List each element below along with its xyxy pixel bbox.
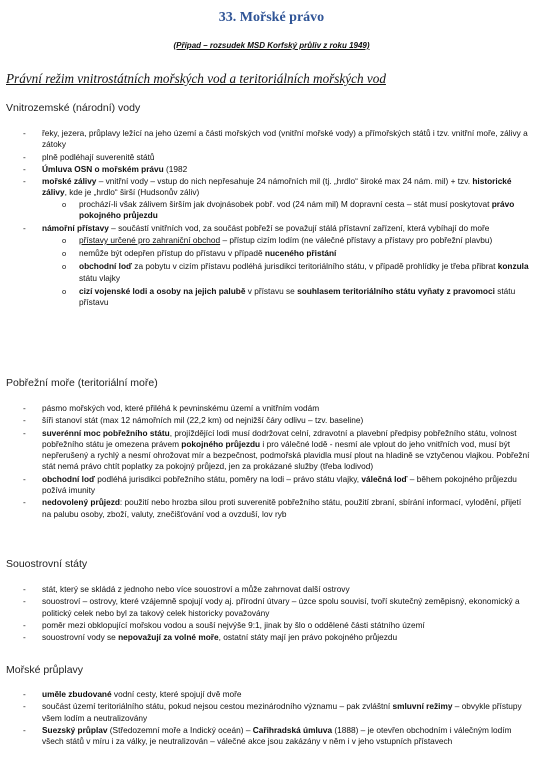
bullet-item (0, 164, 540, 175)
bullet-item (0, 632, 540, 643)
section-list-souostrovni-staty (0, 584, 540, 644)
section-list-morske-pruplavy (0, 689, 540, 748)
sub-bullet-item: o obchodní loď za pobytu v cizím přístavu podléhá jurisdikci teritoriálního státu, v případě prohlídky je třeba přibrat konzula státu vlajky (42, 261, 532, 284)
section-list-vnitrozemske-vody (0, 128, 540, 310)
bullet-item (0, 725, 540, 748)
sub-bullet-item: o nemůže být odepřen přístup do přístavu v případě nuceného přistání (42, 248, 532, 259)
bullet-text: pásmo mořských vod, které přiléhá k pevninskému území a vnitřním vodám (42, 403, 320, 413)
bullet-item (0, 497, 540, 520)
bullet-text: Suezský průplav (Středozemní moře a Indický oceán) – Cařihradská úmluva (1888) – je otevřen obchodním i válečným lodím všech států v míru i za války, je neutralizován – válečné akce jsou zakázány v něm i v jeho vstupních přístavech (42, 724, 512, 747)
sub-bullet-list (42, 235, 532, 309)
sub-bullet-list (42, 199, 532, 222)
bullet-item (0, 176, 540, 221)
bullet-text: souostrovní vody se nepovažují za volné moře, ostatní státy mají jen právo pokojného průjezdu (42, 632, 398, 643)
section-title-pobrezni-more: Pobřežní moře (teritoriální moře) (6, 377, 158, 389)
bullet-text: Úmluva OSN o mořském právu (1982 (42, 163, 188, 174)
bullet-text: součást území teritoriálního státu, pokud nejsou cestou mezinárodního významu – pak zvláštní smluvní režimy – obvykle přístupy všem lodím a neutralizovány (42, 701, 522, 723)
bullet-item (0, 152, 540, 163)
bullet-item (0, 689, 540, 700)
bullet-text: uměle zbudované vodní cesty, které spojují dvě moře (42, 689, 242, 699)
bullet-item (0, 701, 540, 724)
sub-bullet-item: o prochází-li však zálivem širším jak dvojnásobek pobř. vod (24 nám mil) M dopravní cesta – stát musí poskytovat právo pokojného průjezdu (42, 199, 532, 222)
bullet-item (0, 403, 540, 414)
sub-bullet-item: o cizí vojenské lodi a osoby na jejich palubě v přístavu se souhlasem teritoriálního státu vyňaty z pravomoci státu přístavu (42, 286, 532, 309)
bullet-text: mořské zálivy – vnitřní vody – vstup do nich nepřesahuje 24 námořních mil (tj. „hrdlo“ široké max 24 nám. mil) + tzv. historické zálivy, kde je „hrdlo“ širší (Hudsonův záliv) (42, 176, 512, 198)
bullet-item (0, 128, 540, 151)
sub-bullet-item: o přístavy určené pro zahraniční obchod – přístup cizím lodím (ne válečné přístavy a přístavy pro pobřežní plavbu) (42, 235, 532, 246)
section-title-vnitrozemske-vody: Vnitrozemské (národní) vody (6, 102, 141, 114)
section-title-morske-pruplavy: Mořské průplavy (6, 664, 84, 676)
section-title-souostrovni-staty: Souostrovní státy (6, 558, 88, 570)
bullet-text: šíři stanoví stát (max 12 námořních mil (22,2 km) od nejnižší čáry odlivu – tzv. baseline) (42, 415, 364, 426)
bullet-item (0, 415, 540, 426)
bullet-text: řeky, jezera, průplavy ležící na jeho území a části mořských vod (vnitřní mořské vody) a přímořských států i tzv. vnitřní moře, zálivy a zátoky (42, 128, 528, 150)
bullet-item (0, 428, 540, 473)
page-title: 33. Mořské právo (218, 10, 325, 25)
bullet-text: nedovolený průjezd: použití nebo hrozba silou proti suverenitě pobřežního státu, použití zbraní, sbírání informací, vylodění, přijetí na palubu osoby, zboží, valuty, znečišťování vod a ovzduší, lov ryb (42, 497, 522, 519)
bullet-text: souostroví – ostrovy, které vzájemně spojují vody aj. přírodní útvary – úzce spolu souvisí, tvoří skutečný zeměpisný, ekonomický a politický celek nebo byl za takový celek historicky považovány (42, 596, 520, 618)
bullet-text: plně podléhají suverenitě států (42, 151, 155, 162)
bullet-text: stát, který se skládá z jednoho nebo více souostroví a může zahrnovat další ostrovy (42, 584, 350, 594)
bullet-item (0, 596, 540, 619)
bullet-item (0, 223, 540, 308)
bullet-text: námořní přístavy – součástí vnitřních vod, za součást pobřeží se považují stálá přístavní zařízení, která vybíhají do moře (42, 223, 490, 234)
bullet-item (0, 584, 540, 595)
bullet-item (0, 620, 540, 631)
bullet-item (0, 474, 540, 497)
bullet-text: suverénní moc pobřežního státu, projíždějící lodi musí dodržovat celní, zdravotní a plavební předpisy pobřežního státu, volnost pobřežního státu je omezena právem pokojného průjezdu i pro válečné lodě - nesmí ale vplout do jeho vnitřních vod, musí být nepřerušený a rychlý a nesmí ohrožovat mír a bezpečnost, podmořská plavidla musí plout na hladině se vztyčenou vlajkou. Pobřežní stát nemá právo chtít poplatky za pokojný průjezd, jen za prokázané služby (třeba lodivod) (42, 427, 530, 472)
bullet-text: obchodní loď podléhá jurisdikci pobřežního státu, poměry na lodi – právo státu vlajky, válečná loď – během pokojného průjezdu požívá imunity (42, 473, 517, 496)
bullet-text: poměr mezi obklopující mořskou vodou a souší nejvýše 9:1, jinak by šlo o oddělené části státního území (42, 619, 425, 630)
case-subtitle: (Případ – rozsudek MSD Korfský průliv z roku 1949) (173, 41, 370, 50)
section-list-pobrezni-more (0, 403, 540, 521)
main-heading: Právní režim vnitrostátních mořských vod a teritoriálních mořských vod (6, 71, 386, 86)
